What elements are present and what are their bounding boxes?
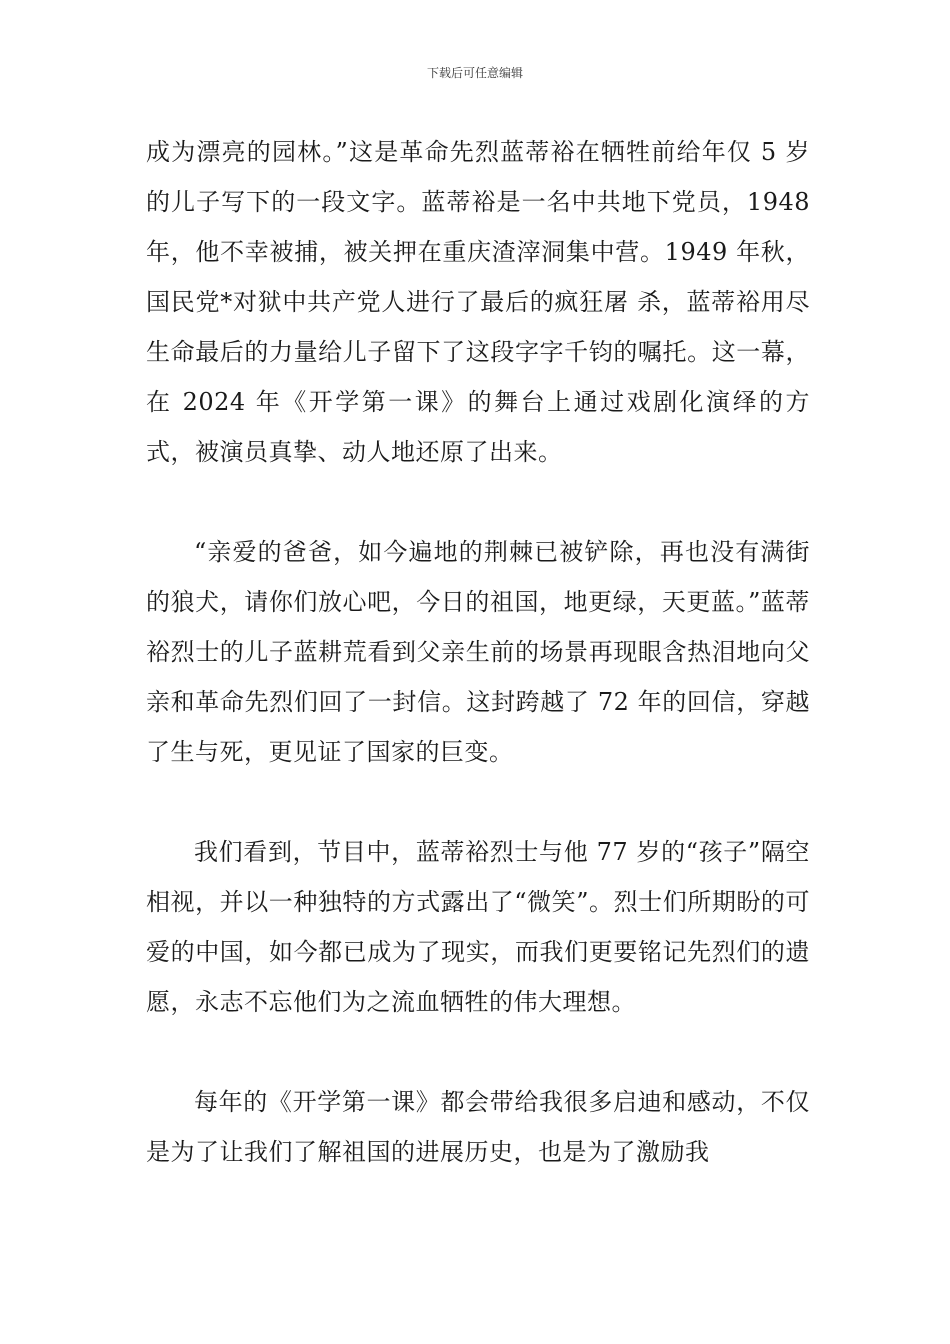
paragraph-3: 我们看到，节目中，蓝蒂裕烈士与他 77 岁的“孩子”隔空相视，并以一种独特的方式露出了“微笑”。烈士们所期盼的可爱的中国，如今都已成为了现实，而我们更要铭记先烈们的遗愿，永志不忘他们为之流血牺牲的伟大理想。	[146, 838, 810, 1016]
paragraph-4: 每年的《开学第一课》都会带给我很多启迪和感动，不仅是为了让我们了解祖国的进展历史，也是为了激励我	[146, 1088, 810, 1166]
page-header: 下载后可任意编辑	[426, 66, 523, 80]
paragraph-gap	[146, 477, 810, 527]
paragraph-1: 成为漂亮的园林。”这是革命先烈蓝蒂裕在牺牲前给年仅 5 岁的儿子写下的一段文字。蓝蒂裕是一名中共地下党员，1948 年，他不幸被捕，被关押在重庆渣滓洞集中营。1949 年秋，国民党*对狱中共产党人进行了最后的疯狂屠 杀，蓝蒂裕用尽生命最后的力量给儿子留下了这段字字千钧的嘱托。这一幕，在 2024 年《开学第一课》的舞台上通过戏剧化演绎的方式，被演员真挚、动人地还原了出来。	[146, 138, 810, 466]
paragraph-gap	[146, 1027, 810, 1077]
paragraph-2: “亲爱的爸爸，如今遍地的荆棘已被铲除，再也没有满街的狼犬，请你们放心吧，今日的祖国，地更绿，天更蓝。”蓝蒂裕烈士的儿子蓝耕荒看到父亲生前的场景再现眼含热泪地向父亲和革命先烈们回了一封信。这封跨越了 72 年的回信，穿越了生与死，更见证了国家的巨变。	[146, 538, 810, 766]
paragraph-gap	[146, 777, 810, 827]
document-body	[146, 127, 810, 1177]
